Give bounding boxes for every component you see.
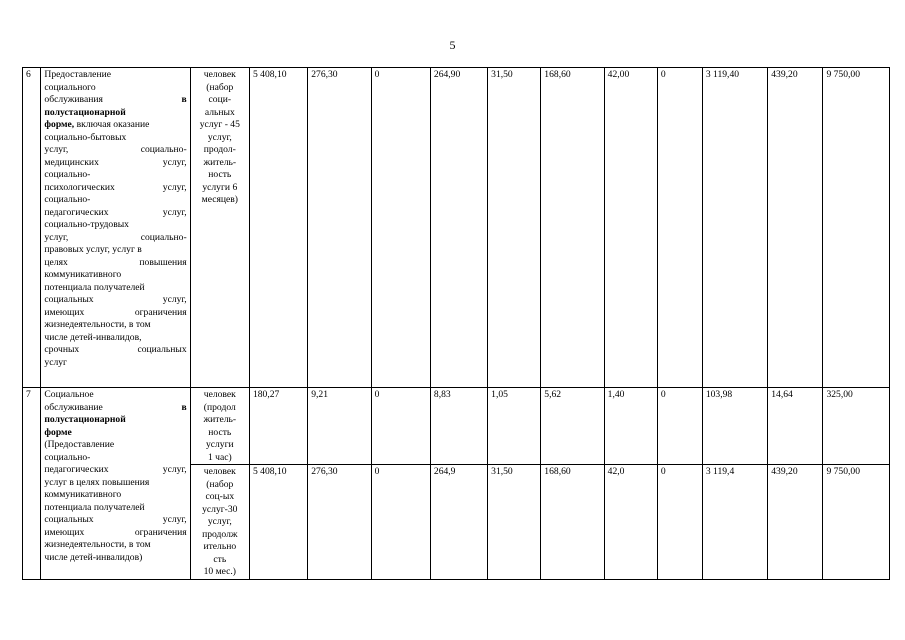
unit-line: услуг - 45 [199,119,240,130]
service-name-text: повышения [139,256,187,268]
value-cell: 5,62 [541,388,604,465]
service-name-text: медицинских [44,156,99,168]
service-name-line [44,552,186,565]
unit-line: 10 мес.) [203,566,237,577]
service-name [41,388,190,580]
service-name-line [44,294,186,307]
service-name-text: социально- [140,231,187,243]
value-cell: 9 750,00 [823,68,890,388]
tariff-table [22,67,890,580]
value-cell: 8,83 [430,388,487,465]
service-name-line [44,94,186,107]
service-name-text: услуг, [44,144,69,155]
service-name-line [44,502,186,515]
service-name-line [44,357,186,370]
unit-line: продолж [202,528,238,540]
service-name-text: срочных [44,344,80,355]
service-name-line [44,414,186,427]
service-name-line [44,132,186,145]
service-name-text: форме, [44,119,75,130]
service-name-text: обслуживания [44,94,103,105]
service-name-line [44,439,186,452]
service-name-text: психологических [44,181,115,193]
service-name-text: услуг, [162,514,187,525]
service-name-line [44,489,186,502]
unit-line: ность [208,426,232,438]
service-name-text: Социальное [44,389,94,400]
service-name-text: услуг, [162,181,187,193]
service-name-text: педагогических [44,206,109,218]
service-name-text: в [181,401,187,413]
service-name-text: социальных [44,514,94,525]
value-cell: 0 [371,465,430,580]
value-cell: 42,0 [604,465,657,580]
service-name-text: социально- [44,194,91,205]
service-name-text: услуг, [44,231,69,243]
unit-line: альных [204,106,235,118]
service-name [41,68,190,388]
value-cell: 3 119,4 [702,465,767,580]
unit-line: человек [203,69,236,80]
service-name-line [44,269,186,282]
service-name-line [44,244,186,257]
unit-line: сть [213,553,227,565]
service-name-text: потенциала получателей [44,501,145,513]
value-cell: 31,50 [488,68,541,388]
value-cell: 0 [657,465,702,580]
unit-line: человек [203,466,236,477]
service-name-text: социальных [44,294,94,305]
page-number: 5 [449,38,456,52]
service-name-text: услуг [44,356,67,368]
service-name-line [44,144,186,157]
service-name-line [44,514,186,527]
unit-of-measure [190,465,249,580]
service-name-text: коммуникативного [44,489,122,500]
service-name-text: целях [44,256,68,268]
service-name-line [44,389,186,402]
service-name-text: обслуживание [44,401,103,413]
service-name-text: услуг, [162,294,187,305]
unit-of-measure [190,68,249,388]
service-name-text: услуг, [162,206,187,218]
service-name-line [44,527,186,540]
unit-line: 1 час) [207,451,232,463]
service-name-line [44,464,186,477]
value-cell: 439,20 [768,465,823,580]
service-name-line [44,219,186,232]
unit-line: житель- [203,156,237,168]
unit-line: соци- [208,94,232,105]
service-name-line [44,539,186,552]
service-name-text: правовых услуг, услуг в [44,244,142,255]
value-cell: 42,00 [604,68,657,388]
service-name-text: социального [44,81,96,93]
service-name-text: жизнедеятельности, в том [44,539,151,550]
value-cell: 264,90 [430,68,487,388]
value-cell: 103,98 [702,388,767,465]
value-cell: 0 [657,68,702,388]
value-cell: 168,60 [541,465,604,580]
value-cell: 9,21 [308,388,371,465]
unit-line: человек [203,389,236,400]
service-name-line [44,194,186,207]
service-name-text: социально- [44,451,91,463]
unit-line: житель- [203,414,237,425]
service-name-line [44,452,186,465]
unit-line: соц-ых [205,491,235,502]
service-name-text: социально- [140,144,187,155]
unit-line: (продол [203,401,236,413]
service-name-line [44,307,186,320]
service-name-line [44,157,186,170]
service-name-line [44,282,186,295]
unit-line: месяцев) [201,194,238,205]
service-name-line [44,169,186,182]
service-name-text: потенциала получателей [44,281,145,293]
service-name-line [44,344,186,357]
service-name-line [44,477,186,490]
value-cell: 5 408,10 [249,465,307,580]
value-cell: 1,40 [604,388,657,465]
table-row [23,68,890,388]
service-name-text: услуг, [162,156,187,168]
unit-line: (набор [206,81,234,93]
service-name-text: форме [44,426,72,438]
value-cell: 9 750,00 [823,465,890,580]
unit-line: продол- [203,144,236,155]
value-cell: 0 [657,388,702,465]
service-name-text: имеющих [44,526,85,538]
unit-line: услуг-30 [202,503,238,515]
service-name-line [44,182,186,195]
service-name-text: включая оказание [74,119,150,130]
service-name-text: полустационарной [44,414,126,425]
service-name-text: педагогических [44,464,109,475]
unit-line: ность [208,169,232,180]
value-cell: 180,27 [249,388,307,465]
service-name-text: (Предоставление [44,439,115,450]
service-name-text: социально-трудовых [44,219,129,230]
service-name-text: полустационарной [44,106,126,118]
unit-line: (набор [206,478,234,490]
service-name-text: Предоставление [44,69,111,80]
value-cell: 31,50 [488,465,541,580]
value-cell: 439,20 [768,68,823,388]
service-name-text: в [181,94,187,105]
unit-line: ительно [203,541,237,552]
row-number: 7 [23,388,41,580]
service-name-text: ограничения [134,306,187,318]
service-name-text: жизнедеятельности, в том [44,319,151,330]
service-name-line [44,332,186,345]
service-name-line [44,69,186,82]
service-name-text: социально- [44,169,91,180]
service-name-line [44,107,186,120]
value-cell: 168,60 [541,68,604,388]
value-cell: 0 [371,388,430,465]
value-cell: 264,9 [430,465,487,580]
value-cell: 276,30 [308,465,371,580]
row-number: 6 [23,68,41,388]
service-name-text: числе детей-инвалидов) [44,551,143,563]
service-name-line [44,232,186,245]
unit-of-measure [190,388,249,465]
value-cell: 3 119,40 [702,68,767,388]
service-name-text: социально-бытовых [44,131,127,143]
value-cell: 0 [371,68,430,388]
unit-line: услуг, [207,516,232,527]
service-name-line [44,319,186,332]
service-name-line [44,427,186,440]
service-name-line [44,402,186,415]
service-name-line [44,82,186,95]
service-name-text: числе детей-инвалидов, [44,331,142,343]
service-name-text: социальных [137,344,187,355]
value-cell: 1,05 [488,388,541,465]
table-row [23,388,890,465]
service-name-line [44,207,186,220]
unit-line: услуги 6 [202,181,238,193]
value-cell: 276,30 [308,68,371,388]
service-name-text: коммуникативного [44,269,122,280]
value-cell: 5 408,10 [249,68,307,388]
service-name-text: ограничения [134,526,187,538]
service-name-line [44,119,186,132]
service-name-text: услуг в целях повышения [44,476,150,488]
service-name-line [44,257,186,270]
value-cell: 14,64 [768,388,823,465]
unit-line: услуги [205,439,234,450]
value-cell: 325,00 [823,388,890,465]
service-name-text: имеющих [44,306,85,318]
service-name-text: услуг, [162,464,187,475]
unit-line: услуг, [207,131,232,143]
